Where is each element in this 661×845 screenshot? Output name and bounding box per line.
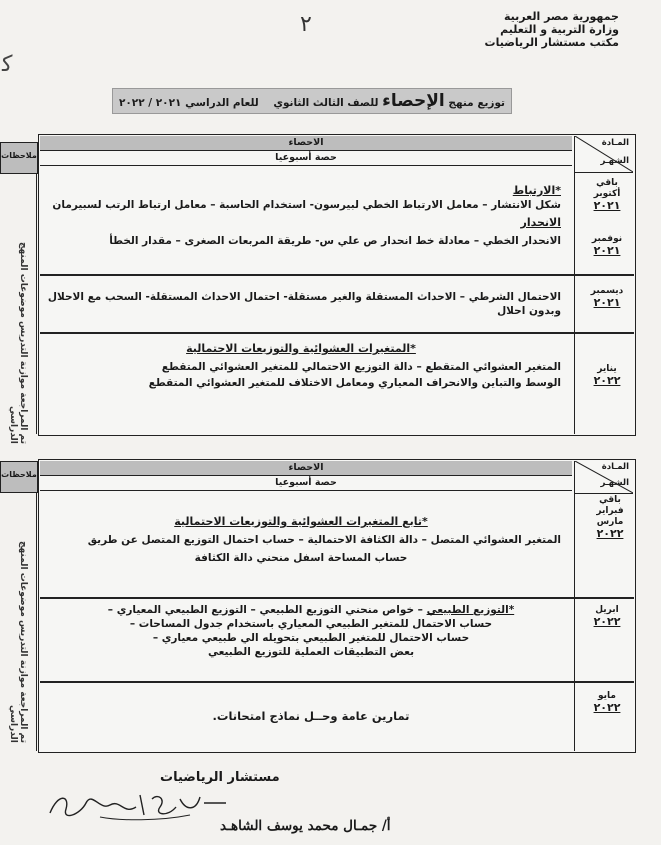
row2-month — [588, 605, 626, 627]
row1-month2 — [588, 234, 626, 256]
title-grade: للصف الثالث الثانوي — [273, 97, 379, 109]
month-label: باقي فبراير — [596, 495, 624, 516]
title-year-label: للعام الدراسي — [185, 97, 259, 109]
weekly-label: حصة أسبوعيا — [275, 152, 337, 163]
month-year: ٢٠٢٢ — [596, 527, 624, 540]
row-divider — [40, 332, 634, 334]
title-subject: الإحصاء — [382, 91, 445, 111]
row1-month — [588, 495, 632, 539]
month-label: باقي أكتوبر — [593, 178, 621, 199]
notes-header — [0, 142, 38, 174]
topic-line: حساب الاحتمال للمتغير الطبيعي المعياري باستخدام جدول المساحات – — [129, 618, 493, 630]
topic-first-line — [61, 603, 561, 617]
topic-line: وبدون احلال — [497, 305, 561, 317]
title-year-value: ٢٠٢١ / ٢٠٢٢ — [118, 97, 182, 109]
schedule-table-1 — [0, 130, 661, 444]
month-label: مارس — [596, 517, 624, 527]
table2-weekly — [40, 476, 572, 491]
row3-content — [61, 709, 561, 723]
notes-column — [0, 493, 37, 751]
month-subject-header — [574, 136, 633, 173]
schedule-table-2 — [0, 455, 661, 755]
month-divider — [574, 172, 575, 434]
row2-content — [61, 603, 561, 659]
topic-line: حساب الاحتمال للمتغير الطبيعي بتحويله الي طبيعي معياري – — [152, 632, 470, 644]
notes-label: ملاحظات — [1, 470, 37, 479]
edge-mark: ﻛ — [2, 52, 13, 77]
topic-heading: *تابع المتغيرات العشوائية والتوزيعات الاحتمالية — [174, 515, 428, 528]
signature-name: أ/ جمـال محمد يوسف الشاهـد — [220, 818, 391, 834]
signature-title: مستشار الرياضيات — [160, 770, 280, 785]
col-month-label: الشهـر — [600, 156, 629, 166]
table1-body — [38, 134, 636, 436]
header-country: جمهورية مصر العربية — [504, 10, 619, 23]
row1-month — [588, 178, 626, 211]
topic-subheading: الانحدار — [520, 216, 561, 229]
letterhead — [485, 10, 619, 49]
row1-content — [41, 515, 561, 565]
notes-header — [0, 461, 38, 493]
month-year: ٢٠٢٢ — [593, 374, 621, 387]
topic-line: الانحدار الخطي – معادلة خط انحدار ص علي س- طريقة المربعات الصغرى – مقدار الخطأ — [109, 235, 561, 247]
month-label: مايو — [598, 691, 616, 701]
month-label: ابريل — [595, 605, 619, 615]
topic-line: بعض التطبيقات العملية للتوزيع الطبيعي — [207, 646, 415, 658]
month-divider — [574, 493, 575, 751]
month-label: نوفمبر — [591, 234, 623, 244]
month-year: ٢٠٢١ — [593, 244, 621, 257]
month-year: ٢٠٢١ — [593, 296, 621, 309]
table1-weekly — [40, 151, 572, 166]
col-subject-label: المـادة — [601, 138, 629, 148]
header-office: مكتب مستشار الرياضيات — [484, 36, 619, 49]
month-label: ديسمبر — [590, 286, 624, 296]
topic-heading: *التوزيع الطبيعي — [426, 604, 515, 616]
topic-heading: *المتغيرات العشوائية والتوزيعات الاحتمالية — [186, 342, 416, 355]
table1-subject-header — [40, 136, 572, 151]
notes-label: ملاحظات — [1, 151, 37, 160]
topic-line: المتغير العشوائي المتقطع – دالة التوزيع الاحتمالي للمتغير العشوائي المتقطع — [161, 361, 561, 373]
subject-name: الاحصاء — [288, 462, 324, 473]
month-year: ٢٠٢٢ — [593, 615, 621, 628]
notes-column — [0, 174, 37, 444]
row-divider — [40, 274, 634, 276]
subject-name: الاحصاء — [288, 137, 324, 148]
row3-month — [588, 691, 626, 713]
title-prefix: توزيع منهج — [448, 97, 506, 109]
month-subject-header — [574, 461, 633, 494]
row1-content — [41, 184, 561, 248]
month-year: ٢٠٢٢ — [593, 701, 621, 714]
notes-vertical: تم المراجعة موازنة التدريس موضوعات المنهج الدراسي — [8, 541, 28, 743]
table2-subject-header — [40, 461, 572, 476]
row2-content — [41, 290, 561, 318]
row-divider — [40, 681, 634, 683]
topic-line: تمارين عامة وحــل نماذج امتحانات. — [212, 709, 410, 723]
topic-line: المتغير العشوائي المتصل – دالة الكثافة الاحتمالية – حساب احتمال التوزيع المتصل عن طريق — [87, 534, 561, 546]
header-ministry: وزارة التربية و التعليم — [500, 23, 619, 36]
row2-month — [588, 286, 626, 308]
col-subject-label: المـادة — [601, 462, 629, 472]
weekly-label: حصة أسبوعيا — [275, 477, 337, 488]
document-title — [112, 88, 512, 114]
topic-line: – خواص منحني التوزيع الطبيعي – التوزيع الطبيعي المعياري – — [107, 604, 423, 616]
handwritten-signature — [40, 785, 230, 825]
page-number: ٢ — [300, 12, 312, 37]
notes-vertical: تم المراجعة موازنة التدريس موضوعات المنهج الدراسي — [8, 242, 28, 444]
topic-line: الوسط والتباين والانحراف المعياري ومعامل الاختلاف للمتغير العشوائي المتقطع — [148, 377, 561, 389]
month-label: يناير — [597, 364, 617, 374]
col-month-label: الشهـر — [600, 478, 629, 488]
topic-line: الاحتمال الشرطي – الاحداث المستقلة والغير مستقلة- احتمال الاحداث المستقلة- السحب مع الاحلال — [47, 291, 561, 303]
row3-content — [41, 342, 561, 390]
month-year: ٢٠٢١ — [593, 199, 621, 212]
topic-line: حساب المساحة اسفل منحني دالة الكثافة — [194, 552, 408, 564]
row-divider — [40, 597, 634, 599]
row3-month — [588, 364, 626, 388]
topic-line: شكل الانتشار – معامل الارتباط الخطي لبيرسون- استخدام الحاسبة – معامل ارتباط الرتب لسبيرمان — [52, 199, 561, 211]
topic-heading: *الارتباط — [512, 184, 561, 197]
